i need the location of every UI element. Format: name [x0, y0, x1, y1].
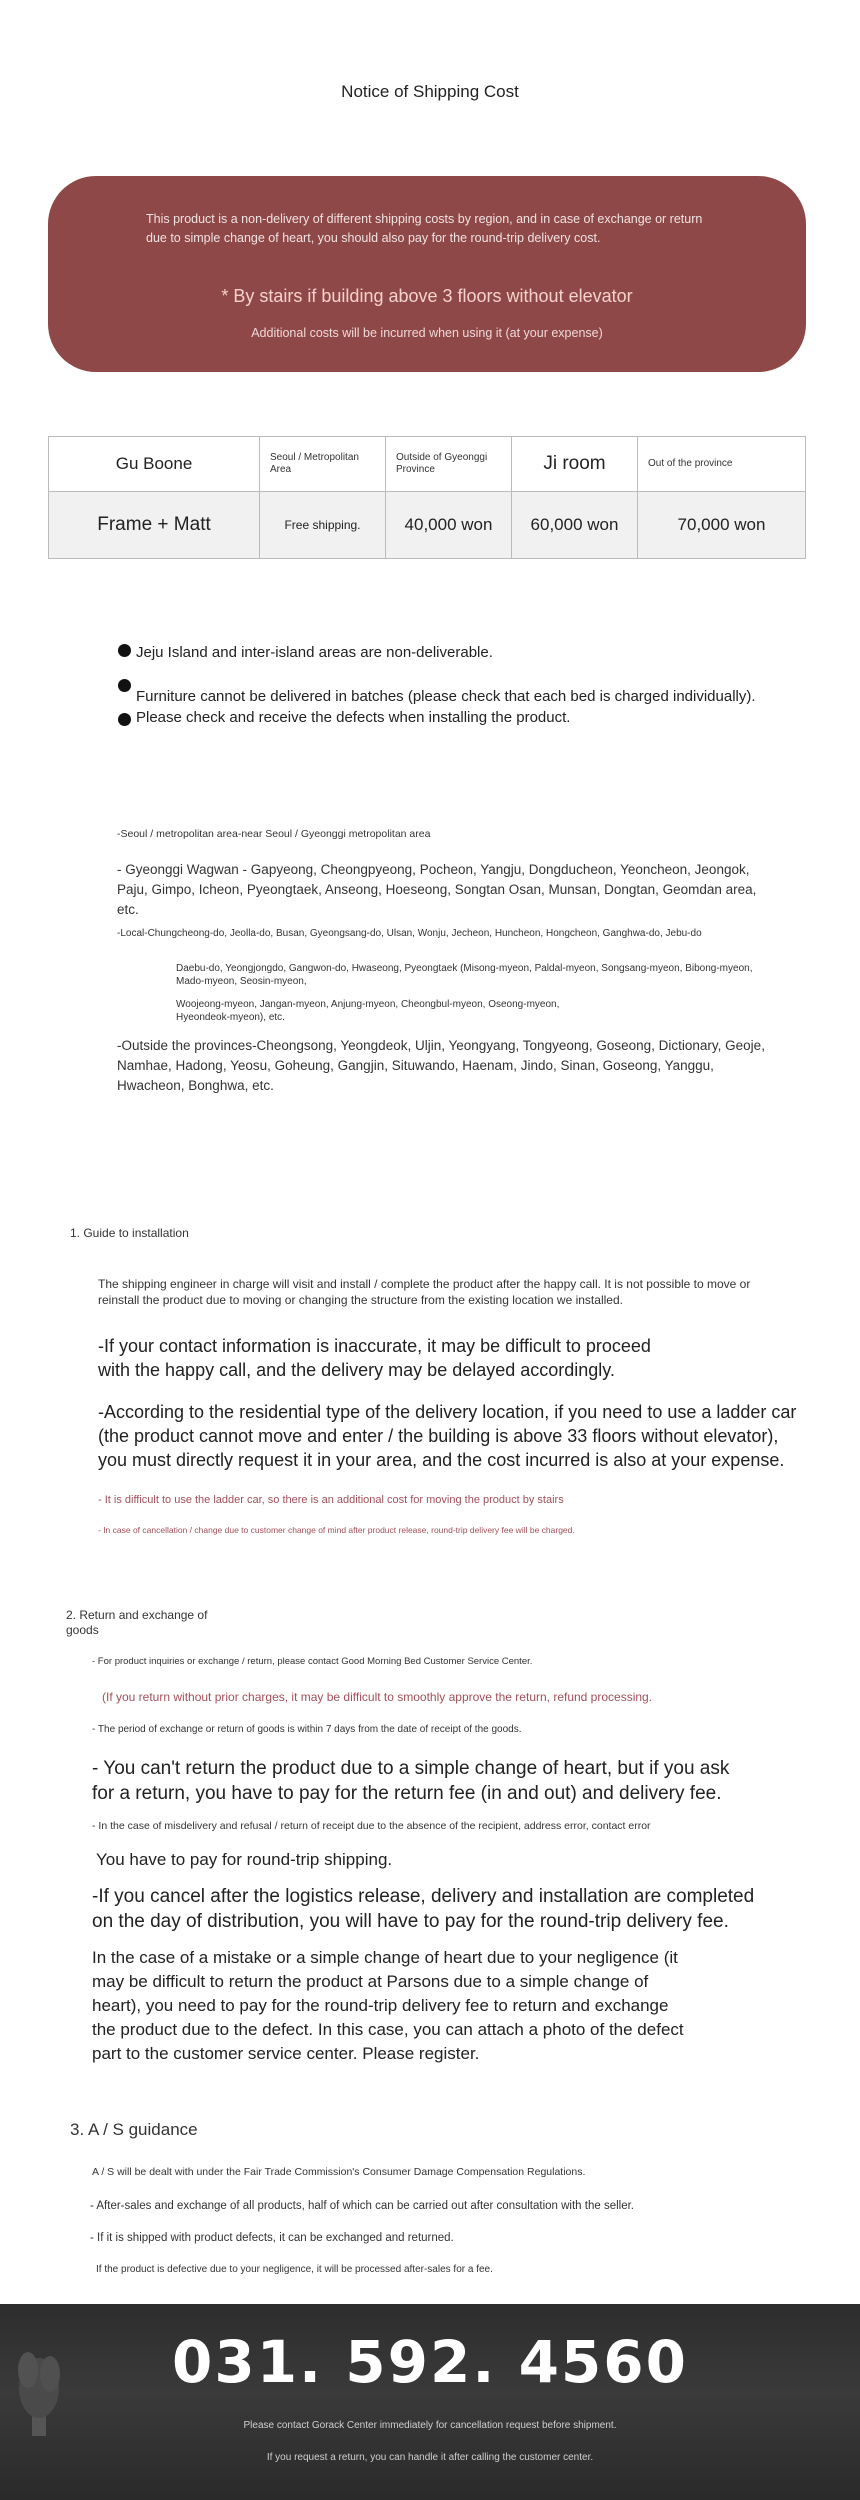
returns-text: You have to pay for round-trip shipping. — [96, 1850, 393, 1869]
bullet-dot — [118, 644, 131, 657]
region-local: -Local-Chungcheong-do, Jeolla-do, Busan, Gyeongsang-do, Ulsan, Wonju, Jecheon, Huncheon, Hongcheon, Ganghwa-do, Jebu-do — [117, 928, 702, 939]
region-seoul: -Seoul / metropolitan area-near Seoul / Gyeonggi metropolitan area — [117, 828, 431, 840]
price-cell: Free shipping. — [260, 492, 386, 559]
as-text: A / S will be dealt with under the Fair Trade Commission's Consumer Damage Compensation Regulations. — [92, 2166, 586, 2178]
returns-text: -If you cancel after the logistics release, delivery and installation are completed on the day of distribution, you will have to pay for the round-trip delivery fee. — [92, 1886, 755, 1932]
as-heading: 3. A / S guidance — [70, 2120, 198, 2139]
region-local-continued: Woojeong-myeon, Jangan-myeon, Anjung-myeon, Cheongbul-myeon, Oseong-myeon, Hyeondeok-myeon), etc. — [176, 999, 560, 1023]
returns-text: - The period of exchange or return of goods is within 7 days from the date of receipt of the goods. — [92, 1724, 522, 1735]
region-local-continued: Daebu-do, Yeongjongdo, Gangwon-do, Hwaseong, Pyeongtaek (Misong-myeon, Paldal-myeon, Songsang-myeon, Bibong-myeon, Mado-myeon, Seosin-myeon, — [176, 963, 753, 987]
region-gyeonggi: - Gyeonggi Wagwan - Gapyeong, Cheongpyeong, Pocheon, Yangju, Dongducheon, Yeoncheon, Jeongok, Paju, Gimpo, Icheon, Pyeongtaek, Anseong, Hoeseong, Songtan Osan, Munsan, Dongtan, Geomdan area, etc. — [117, 862, 757, 917]
header-cell: Gu Boone — [49, 437, 260, 492]
header-cell: Outside of Gyeonggi Province — [386, 437, 512, 492]
as-text: - After-sales and exchange of all products, half of which can be carried out after consultation with the seller. — [90, 2200, 634, 2212]
shipping-cost-table — [48, 436, 806, 559]
header-cell: Out of the province — [638, 437, 806, 492]
as-text: - If it is shipped with product defects, it can be exchanged and returned. — [90, 2232, 454, 2244]
install-heading: 1. Guide to installation — [70, 1226, 189, 1240]
install-note: - It is difficult to use the ladder car, so there is an additional cost for moving the product by stairs — [98, 1494, 564, 1506]
returns-text: - In the case of misdelivery and refusal / return of receipt due to the absence of the recipient, address error, contact error — [92, 1820, 651, 1832]
price-cell: 40,000 won — [386, 492, 512, 559]
table-header-row — [49, 437, 806, 492]
returns-text: - For product inquiries or exchange / return, please contact Good Morning Bed Customer Service Center. — [92, 1656, 533, 1667]
price-cell: 60,000 won — [512, 492, 638, 559]
bullet-item: Furniture cannot be delivered in batches (please check that each bed is charged individually). Please check and receive the defects when installing the product. — [136, 688, 756, 726]
as-text: If the product is defective due to your negligence, it will be processed after-sales for a fee. — [96, 2264, 493, 2275]
returns-text: In the case of a mistake or a simple change of heart due to your negligence (it may be difficult to return the product at Parsons due to a simple change of heart), you need to pay for the round-trip delivery fee to return and exchange the product due to the defect. In this case, you can attach a photo of the defect part to the customer service center. Please register. — [92, 1948, 684, 2063]
header-cell: Seoul / Metropolitan Area — [260, 437, 386, 492]
header-cell: Ji room — [512, 437, 638, 492]
phone-number[interactable]: 031. 592. 4560 — [171, 2328, 688, 2396]
notice-text: This product is a non-delivery of different shipping costs by region, and in case of exchange or return due to simple change of heart, you should also pay for the round-trip delivery cost. — [146, 212, 703, 245]
notice-box — [48, 176, 806, 372]
footer-text: If you request a return, you can handle it after calling the customer center. — [266, 2452, 594, 2463]
returns-note: (If you return without prior charges, it may be difficult to smoothly approve the return, refund processing. — [102, 1690, 653, 1704]
bullet-item: Jeju Island and inter-island areas are non-deliverable. — [136, 644, 493, 661]
price-cell: 70,000 won — [638, 492, 806, 559]
install-text: -If your contact information is inaccurate, it may be difficult to proceed with the happy call, and the delivery may be delayed accordingly. — [98, 1336, 651, 1380]
install-text: The shipping engineer in charge will visit and install / complete the product after the happy call. It is not possible to move or reinstall the product due to moving or changing the structure from the existing location we installed. — [98, 1277, 751, 1307]
footer-text: Please contact Gorack Center immediately for cancellation request before shipment. — [243, 2420, 617, 2431]
region-outside: -Outside the provinces-Cheongsong, Yeongdeok, Uljin, Yeongyang, Tongyeong, Goseong, Dictionary, Geoje, Namhae, Hadong, Yeosu, Goheung, Gangjin, Situwando, Haenam, Jindo, Sinan, Goseong, Yanggu, Hwacheon, Bonghwa, etc. — [117, 1038, 765, 1093]
bullet-dot — [118, 679, 131, 692]
table-row — [49, 492, 806, 559]
page-title: Notice of Shipping Cost — [341, 82, 519, 101]
returns-text: - You can't return the product due to a simple change of heart, but if you ask for a return, you have to pay for the return fee (in and out) and delivery fee. — [92, 1758, 730, 1804]
install-text: -According to the residential type of the delivery location, if you need to use a ladder car (the product cannot move and enter / the building is above 33 floors without elevator), you must directly request it in your area, and the cost incurred is also at your expense. — [98, 1402, 797, 1470]
returns-heading: 2. Return and exchange of goods — [66, 1608, 208, 1637]
contact-footer — [0, 2304, 860, 2500]
install-note: - In case of cancellation / change due to customer change of mind after product release, round-trip delivery fee will be charged. — [98, 1525, 575, 1535]
bullet-dot — [118, 713, 131, 726]
product-cell: Frame + Matt — [49, 492, 260, 559]
stairs-notice: * By stairs if building above 3 floors without elevator — [221, 286, 633, 306]
additional-cost-notice: Additional costs will be incurred when using it (at your expense) — [251, 326, 603, 340]
